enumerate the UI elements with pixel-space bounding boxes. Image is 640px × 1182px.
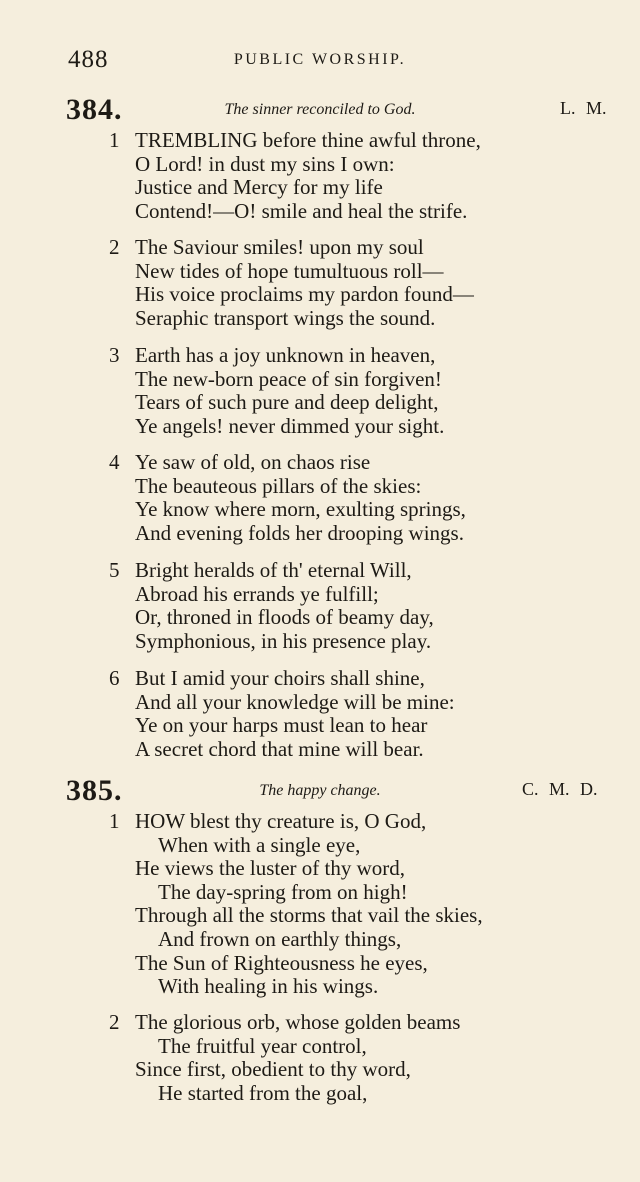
- verse-line: Earth has a joy unknown in heaven,: [135, 343, 436, 367]
- stanza: [0, 129, 640, 223]
- verse-line: His voice proclaims my pardon found—: [135, 282, 474, 307]
- verse-line: The beauteous pillars of the skies:: [135, 473, 422, 498]
- verse-line: Bright heralds of th' eternal Will,: [135, 558, 412, 582]
- verse-line: Tears of such pure and deep delight,: [135, 390, 439, 415]
- stanza: [0, 1011, 640, 1105]
- verse-line: And frown on earthly things,: [158, 926, 402, 951]
- verse-line: And evening folds her drooping wings.: [135, 520, 464, 545]
- verse-line: HOW blest thy creature is, O God,: [135, 809, 427, 833]
- verse-line: The fruitful year control,: [158, 1033, 367, 1058]
- stanza-number: 2: [109, 1010, 120, 1034]
- verse-line: New tides of hope tumultuous roll—: [135, 258, 444, 283]
- verse-line: Contend!—O! smile and heal the strife.: [135, 198, 468, 223]
- verse-line: Ye saw of old, on chaos rise: [135, 450, 371, 474]
- page-number: 488: [68, 46, 109, 73]
- verse-line: Ye know where morn, exulting springs,: [135, 497, 466, 522]
- hymn-meter: C. M. D.: [522, 779, 598, 799]
- page-header: [0, 46, 640, 76]
- stanza-number: 1: [109, 809, 120, 833]
- verse-line: Abroad his errands ye fulfill;: [135, 581, 379, 606]
- hymn-title: The happy change.: [259, 782, 381, 799]
- verse-line: He started from the goal,: [158, 1080, 368, 1105]
- stanza: [0, 344, 640, 438]
- verse-line: Ye angels! never dimmed your sight.: [135, 413, 445, 438]
- verse-line: Symphonious, in his presence play.: [135, 628, 432, 653]
- hymn-number: 384.: [66, 93, 123, 126]
- stanza: [0, 451, 640, 545]
- verse-line: The Saviour smiles! upon my soul: [135, 235, 424, 259]
- stanza-number: 4: [109, 450, 120, 474]
- hymn-title: The sinner reconciled to God.: [224, 101, 416, 118]
- verse-line: The day-spring from on high!: [158, 879, 408, 904]
- verse-line: When with a single eye,: [158, 832, 361, 857]
- verse-line: The new-born peace of sin forgiven!: [135, 366, 442, 391]
- verse-line: Ye on your harps must lean to hear: [135, 713, 428, 738]
- stanza-number: 5: [109, 558, 120, 582]
- stanza: [0, 559, 640, 653]
- verse-line: The Sun of Righteousness he eyes,: [135, 950, 428, 975]
- stanza: [0, 810, 640, 999]
- verse-line: A secret chord that mine will bear.: [135, 736, 424, 761]
- stanza-number: 1: [109, 128, 120, 152]
- hymn-heading: [0, 774, 640, 806]
- stanza-number: 2: [109, 235, 120, 259]
- stanza-number: 3: [109, 343, 120, 367]
- verse-line: And all your knowledge will be mine:: [135, 689, 455, 714]
- hymn-meter: L. M.: [560, 98, 607, 118]
- hymn-number: 385.: [66, 774, 123, 807]
- stanza-number: 6: [109, 666, 120, 690]
- verse-line: The glorious orb, whose golden beams: [135, 1010, 461, 1034]
- verse-line: Justice and Mercy for my life: [135, 175, 383, 200]
- verse-line: He views the luster of thy word,: [135, 856, 406, 881]
- verse-line: Or, throned in floods of beamy day,: [135, 605, 434, 630]
- verse-line: Since first, obedient to thy word,: [135, 1057, 411, 1082]
- hymn-heading: [0, 93, 640, 125]
- verse-line: Seraphic transport wings the sound.: [135, 305, 436, 330]
- running-title: PUBLIC WORSHIP.: [233, 51, 407, 68]
- verse-line: TREMBLING before thine awful throne,: [135, 128, 481, 152]
- stanza: [0, 236, 640, 330]
- verse-line: O Lord! in dust my sins I own:: [135, 151, 395, 176]
- verse-line: But I amid your choirs shall shine,: [135, 666, 425, 690]
- stanza: [0, 667, 640, 761]
- verse-line: With healing in his wings.: [158, 974, 379, 999]
- verse-line: Through all the storms that vail the skies,: [135, 903, 483, 928]
